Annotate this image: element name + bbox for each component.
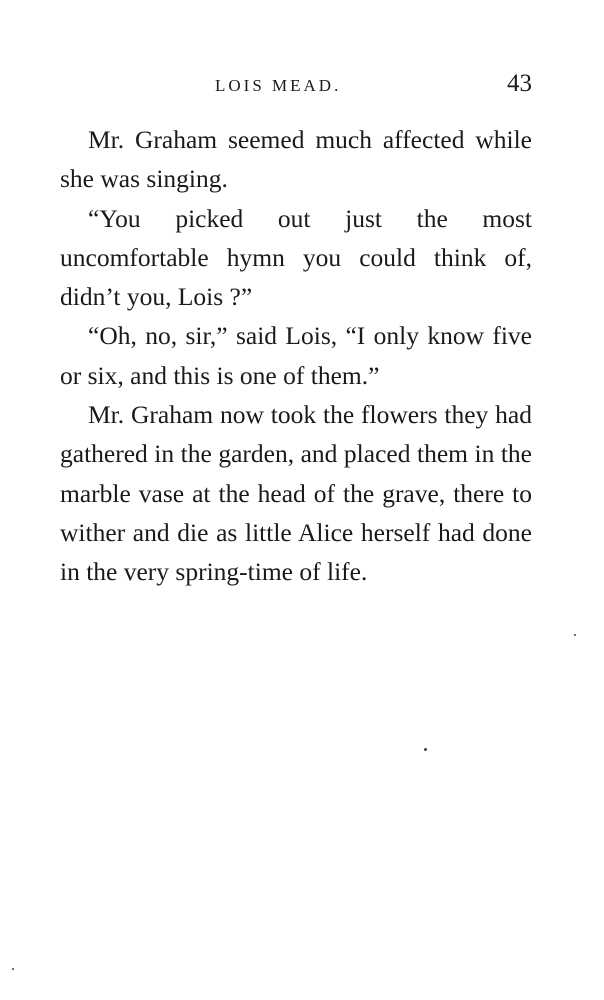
page-number: 43 [507,70,532,97]
running-head [60,70,532,102]
paragraph-2: “You picked out just the most uncomfortable hymn you could think of, didn’t you, Lois ?” [60,203,532,312]
paragraph-1: Mr. Graham seemed much affected while she was singing. [60,125,532,194]
scan-speck [574,634,576,636]
running-title: LOIS MEAD. [215,76,342,95]
scan-speck [424,748,427,751]
paragraph-3: “Oh, no, sir,” said Lois, “I only know five or six, and this is one of them.” [60,321,532,390]
paragraph-4: Mr. Graham now took the flowers they had gathered in the garden, and placed them in the marble vase at the head of the grave, there to wither and die as little Alice herself had done in the very spring-time of life. [60,400,532,587]
body-text [60,120,532,592]
scan-speck [12,968,14,970]
